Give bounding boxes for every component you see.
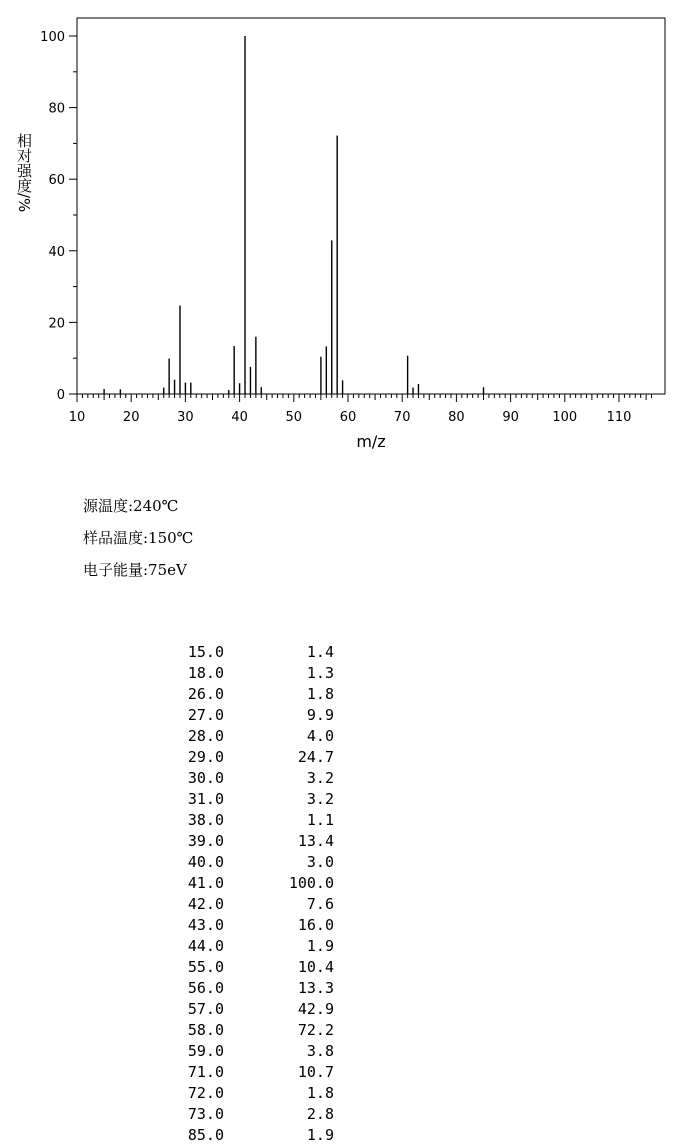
peak-intensity-value: 2.8 bbox=[306, 1105, 334, 1123]
peak-mz-value: 44.0 bbox=[187, 937, 224, 955]
y-tick-label: 60 bbox=[48, 173, 65, 189]
peak-intensity-value: 1.9 bbox=[306, 1126, 334, 1144]
peak-intensity-value: 3.8 bbox=[306, 1042, 334, 1060]
table-row bbox=[0, 811, 400, 832]
peak-intensity-value: 16.0 bbox=[297, 916, 334, 934]
peak-bars bbox=[104, 36, 483, 394]
y-tick-label: 20 bbox=[48, 316, 65, 332]
peak-intensity-value: 10.7 bbox=[297, 1063, 334, 1081]
x-tick-label: 100 bbox=[552, 410, 578, 425]
peak-mz-value: 72.0 bbox=[187, 1084, 224, 1102]
peak-intensity-value: 42.9 bbox=[297, 1000, 334, 1018]
peak-mz-value: 29.0 bbox=[187, 748, 224, 766]
table-row bbox=[0, 937, 400, 958]
peak-intensity-value: 3.2 bbox=[306, 790, 334, 808]
y-tick-label: 40 bbox=[48, 244, 65, 260]
peak-list bbox=[0, 643, 400, 1147]
peak-mz-value: 59.0 bbox=[187, 1042, 224, 1060]
table-row bbox=[0, 1126, 400, 1147]
x-tick-label: 10 bbox=[68, 410, 86, 425]
peak-mz-value: 26.0 bbox=[187, 685, 224, 703]
peak-intensity-value: 24.7 bbox=[297, 748, 334, 766]
x-tick-label: 80 bbox=[448, 410, 465, 425]
table-row bbox=[0, 1021, 400, 1042]
peak-mz-value: 57.0 bbox=[187, 1000, 224, 1018]
y-tick-label: 80 bbox=[48, 101, 65, 117]
peak-intensity-value: 1.1 bbox=[306, 811, 334, 829]
table-row bbox=[0, 895, 400, 916]
peak-mz-value: 31.0 bbox=[187, 790, 224, 808]
table-row bbox=[0, 916, 400, 937]
table-row bbox=[0, 1063, 400, 1084]
table-row bbox=[0, 790, 400, 811]
peak-intensity-value: 3.0 bbox=[306, 853, 334, 871]
x-tick-label: 60 bbox=[339, 410, 357, 425]
peak-mz-value: 28.0 bbox=[187, 727, 224, 745]
peak-mz-value: 58.0 bbox=[187, 1021, 224, 1039]
plot-border bbox=[77, 18, 665, 394]
y-tick-label: 100 bbox=[40, 30, 65, 45]
table-row bbox=[0, 727, 400, 748]
x-axis bbox=[69, 394, 652, 425]
peak-mz-value: 40.0 bbox=[187, 853, 224, 871]
electron-energy: 电子能量:75eV bbox=[83, 561, 187, 579]
source-temperature: 源温度:240℃ bbox=[83, 497, 179, 515]
table-row bbox=[0, 1042, 400, 1063]
x-tick-label: 50 bbox=[285, 410, 303, 425]
peak-intensity-value: 1.4 bbox=[306, 643, 334, 661]
peak-intensity-value: 9.9 bbox=[306, 706, 334, 724]
peak-mz-value: 30.0 bbox=[187, 769, 224, 787]
peak-mz-value: 27.0 bbox=[187, 706, 224, 724]
x-tick-label: 20 bbox=[122, 410, 140, 425]
x-axis-label: m/z bbox=[356, 432, 386, 451]
x-tick-label: 70 bbox=[393, 410, 411, 425]
table-row bbox=[0, 643, 400, 664]
peak-mz-value: 38.0 bbox=[187, 811, 224, 829]
mass-spectrum-chart bbox=[0, 0, 687, 460]
peak-intensity-value: 1.8 bbox=[306, 1084, 334, 1102]
x-tick-label: 40 bbox=[231, 410, 248, 425]
table-row bbox=[0, 748, 400, 769]
peak-intensity-value: 1.3 bbox=[306, 664, 334, 682]
y-axis-label: 相对强度/% bbox=[15, 133, 33, 213]
peak-intensity-value: 1.8 bbox=[306, 685, 334, 703]
peak-intensity-value: 13.4 bbox=[297, 832, 334, 850]
table-row bbox=[0, 706, 400, 727]
peak-intensity-value: 4.0 bbox=[306, 727, 334, 745]
table-row bbox=[0, 958, 400, 979]
table-row bbox=[0, 979, 400, 1000]
peak-mz-value: 43.0 bbox=[187, 916, 224, 934]
peak-intensity-value: 1.9 bbox=[306, 937, 334, 955]
table-row bbox=[0, 853, 400, 874]
table-row bbox=[0, 769, 400, 790]
peak-mz-value: 85.0 bbox=[187, 1126, 224, 1144]
peak-intensity-value: 72.2 bbox=[297, 1021, 334, 1039]
peak-mz-value: 41.0 bbox=[187, 874, 224, 892]
peak-intensity-value: 10.4 bbox=[297, 958, 334, 976]
x-tick-label: 110 bbox=[606, 410, 632, 425]
y-tick-label: 0 bbox=[56, 388, 65, 403]
plot-frame bbox=[77, 18, 665, 394]
x-tick-label: 90 bbox=[502, 410, 519, 425]
peak-intensity-value: 100.0 bbox=[288, 874, 334, 892]
table-row bbox=[0, 1084, 400, 1105]
table-row bbox=[0, 685, 400, 706]
x-tick-label: 30 bbox=[177, 410, 194, 425]
peak-mz-value: 73.0 bbox=[187, 1105, 224, 1123]
peak-mz-value: 71.0 bbox=[187, 1063, 224, 1081]
peak-intensity-value: 7.6 bbox=[306, 895, 334, 913]
table-row bbox=[0, 832, 400, 853]
peak-mz-value: 15.0 bbox=[187, 643, 224, 661]
peak-mz-value: 18.0 bbox=[187, 664, 224, 682]
peak-intensity-value: 13.3 bbox=[297, 979, 334, 997]
peak-intensity-value: 3.2 bbox=[306, 769, 334, 787]
peak-mz-value: 39.0 bbox=[187, 832, 224, 850]
peak-mz-value: 55.0 bbox=[187, 958, 224, 976]
table-row bbox=[0, 664, 400, 685]
sample-temperature: 样品温度:150℃ bbox=[83, 529, 194, 547]
table-row bbox=[0, 1105, 400, 1126]
peak-mz-value: 56.0 bbox=[187, 979, 224, 997]
peak-mz-value: 42.0 bbox=[187, 895, 224, 913]
table-row bbox=[0, 874, 400, 895]
table-row bbox=[0, 1000, 400, 1021]
y-axis bbox=[40, 30, 77, 403]
